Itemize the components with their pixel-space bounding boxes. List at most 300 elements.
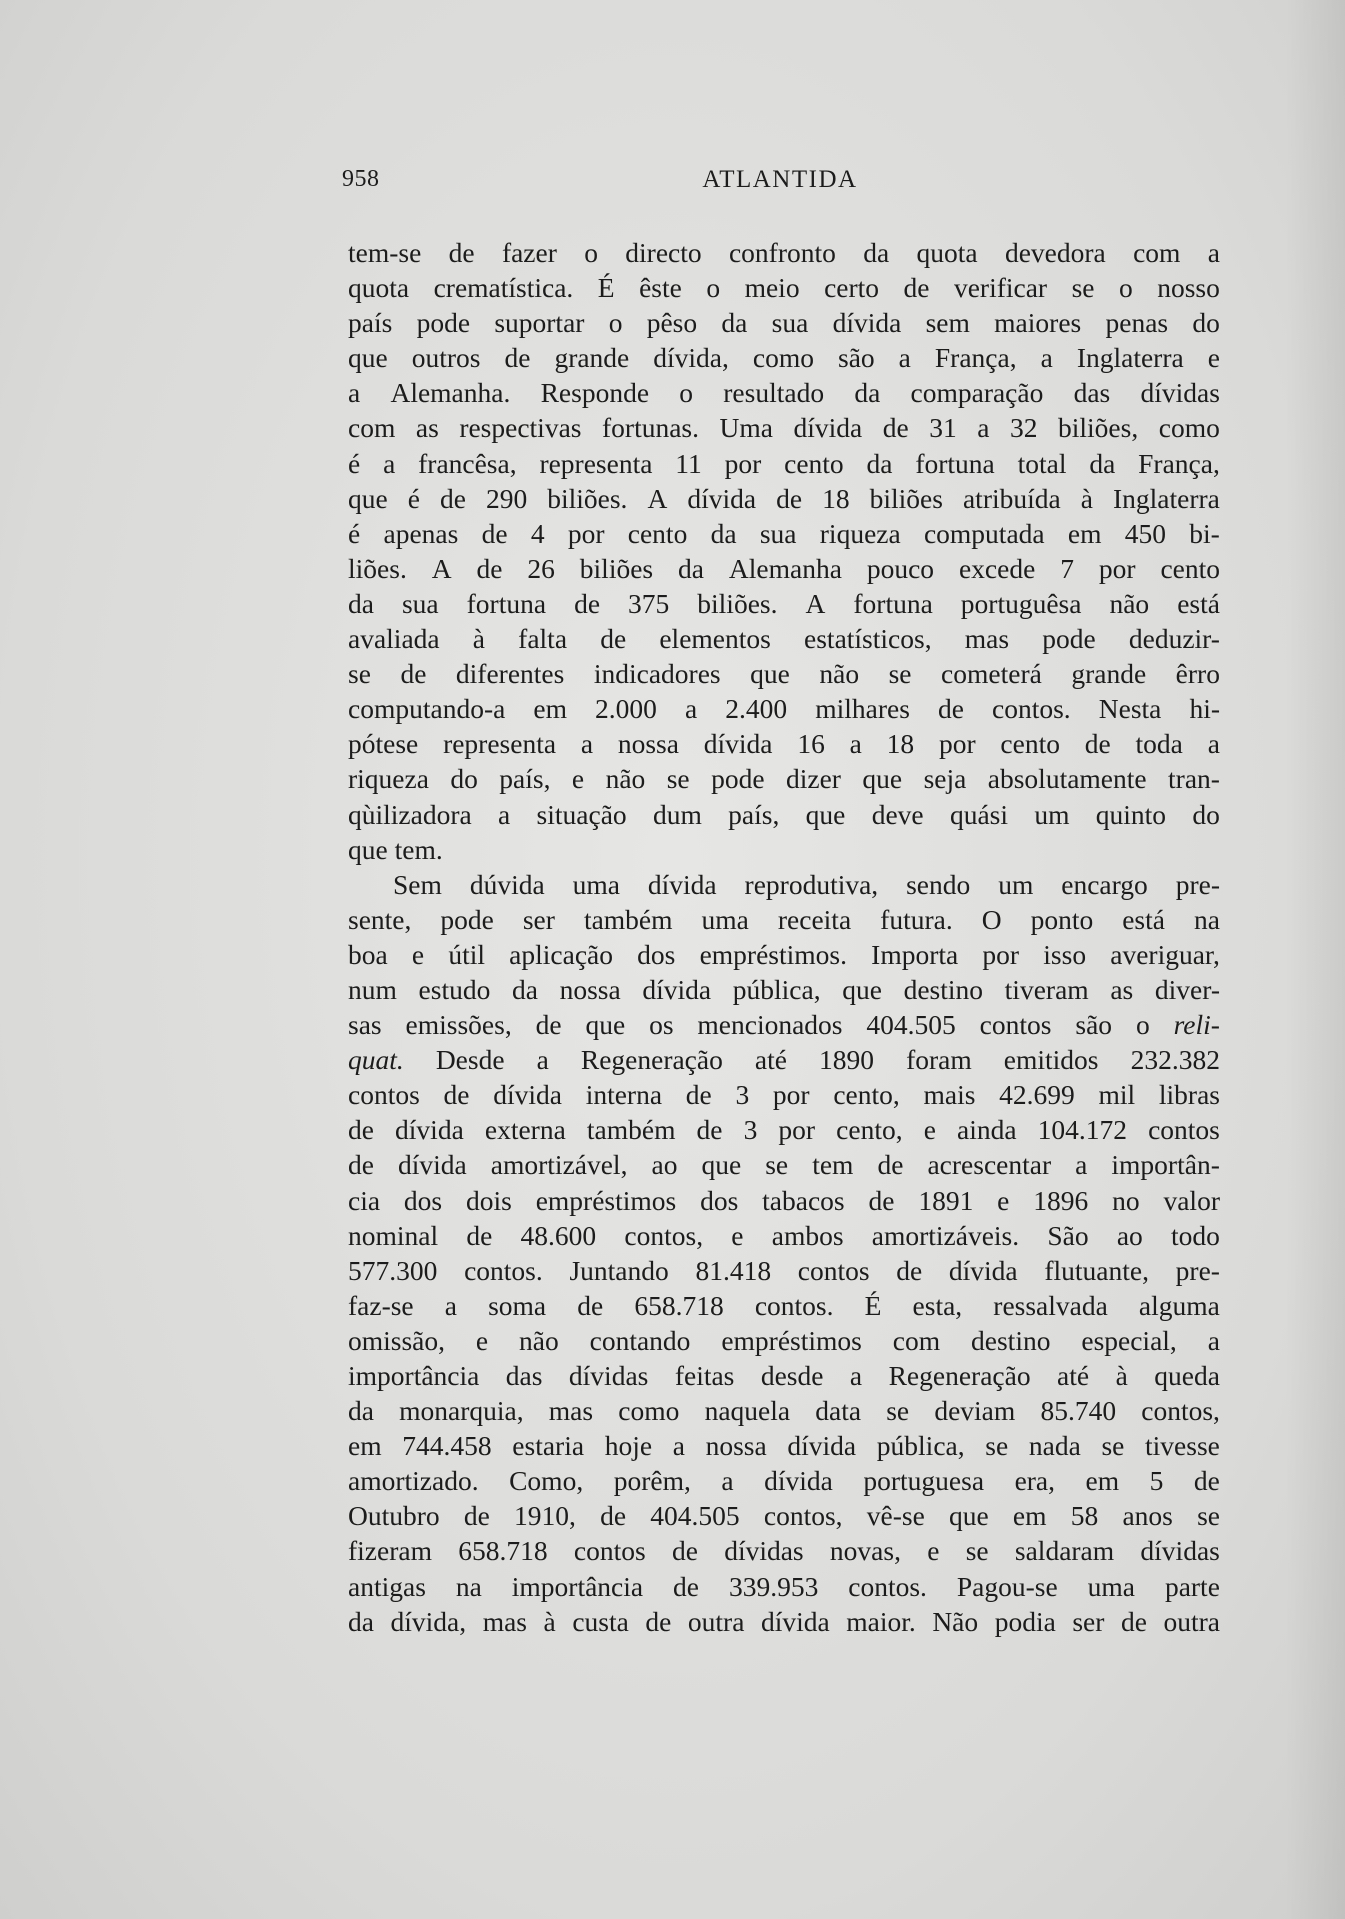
word: computando-a — [348, 693, 506, 725]
word: Nesta — [1098, 693, 1162, 725]
word: tiveram — [1004, 973, 1089, 1005]
word: que — [348, 342, 388, 374]
text-line — [348, 1428, 1220, 1463]
word: diver- — [1154, 973, 1220, 1005]
word: Alemanha. — [390, 377, 511, 409]
word: suportar — [494, 307, 585, 339]
word: 1896 — [1033, 1184, 1089, 1216]
word: se — [348, 658, 371, 690]
word: importância — [511, 1570, 644, 1602]
word: Responde — [540, 377, 650, 409]
word: emitidos — [1003, 1044, 1099, 1076]
word: que — [750, 658, 790, 690]
word: cento — [627, 517, 688, 549]
word: dos — [403, 1184, 443, 1216]
word: dois — [465, 1184, 512, 1216]
word: 658.718 — [458, 1535, 548, 1567]
word: um — [1034, 798, 1070, 830]
word: encargo — [1061, 868, 1148, 900]
word: de — [937, 693, 964, 725]
word: de — [1120, 1605, 1147, 1637]
word: e — [571, 763, 585, 795]
word: de — [476, 552, 503, 584]
word: se — [985, 1430, 1009, 1462]
word: de — [671, 1535, 698, 1567]
word: cento — [1000, 728, 1060, 760]
word: contos. — [464, 1254, 543, 1286]
word: de — [882, 412, 909, 444]
word: não — [1109, 587, 1150, 619]
word: a — [1207, 1324, 1220, 1356]
word: directo — [625, 237, 702, 268]
word: crematística. — [433, 272, 574, 304]
word: de — [673, 1570, 699, 1602]
text-line — [348, 481, 1220, 516]
word: apenas — [383, 517, 459, 549]
word: que — [348, 833, 395, 865]
word: amortizado. — [348, 1465, 479, 1497]
word: interna — [585, 1079, 663, 1111]
word: e — [997, 1184, 1010, 1216]
word: estaria — [512, 1430, 585, 1462]
word: saldaram — [1014, 1535, 1115, 1567]
word: êrro — [1175, 658, 1220, 690]
word: nossa — [559, 973, 621, 1005]
word: Outubro — [348, 1500, 440, 1532]
word: empréstimos — [535, 1184, 677, 1216]
word: contos — [797, 1254, 870, 1286]
word: o — [1118, 272, 1133, 304]
text-line — [348, 1463, 1220, 1498]
word: por — [567, 517, 605, 549]
word: até — [754, 1044, 787, 1076]
word: ser — [522, 903, 555, 935]
word: milhares — [815, 693, 910, 725]
word: em — [1067, 517, 1102, 549]
word: 658.718 — [634, 1289, 724, 1321]
text-line — [348, 1569, 1220, 1604]
word: a — [721, 1465, 734, 1497]
word: biliões — [869, 482, 943, 514]
word: os — [649, 1009, 674, 1041]
text-line — [348, 832, 1220, 867]
word: em — [1085, 1465, 1120, 1497]
word: dum — [652, 798, 702, 830]
word: à — [472, 623, 485, 655]
word: alguma — [1138, 1289, 1220, 1321]
word: dívida — [395, 1114, 464, 1146]
word: 26 — [527, 552, 555, 584]
word: esta, — [912, 1289, 963, 1321]
word: país — [348, 307, 393, 339]
word: podia — [994, 1605, 1056, 1637]
word: se — [666, 763, 690, 795]
word: de — [696, 1114, 723, 1146]
word: da — [854, 377, 881, 409]
word: país, — [499, 763, 551, 795]
word: dívida — [642, 973, 712, 1005]
word: ao — [651, 1149, 678, 1181]
word: da — [511, 973, 538, 1005]
text-line — [348, 1288, 1220, 1323]
word: 404.505 — [650, 1500, 740, 1532]
word: dívida — [787, 1430, 857, 1462]
word: fortuna — [853, 587, 933, 619]
word: dos — [700, 1184, 739, 1216]
word: flutuante, — [1044, 1254, 1149, 1286]
word: a — [536, 1044, 549, 1076]
word: de — [443, 1079, 470, 1111]
text-line — [348, 1253, 1220, 1288]
word: dívida — [398, 1149, 467, 1181]
word: acrescentar — [927, 1149, 1052, 1181]
word: mil — [1098, 1079, 1136, 1111]
word: pode — [416, 307, 471, 339]
word: destino — [971, 1324, 1051, 1356]
word: à — [543, 1605, 556, 1637]
word: deviam — [934, 1395, 1016, 1427]
word: contos — [573, 1535, 646, 1567]
word: um — [998, 868, 1034, 900]
word: 18 — [886, 728, 915, 760]
word: pode — [440, 903, 494, 935]
word: queda — [1154, 1360, 1220, 1391]
word: representa — [539, 447, 653, 479]
text-line — [348, 797, 1220, 832]
word: respectivas — [459, 412, 582, 444]
word: da — [348, 1395, 374, 1427]
word: reli- — [1173, 1009, 1220, 1041]
word: biliões, — [1058, 412, 1139, 444]
word: O — [981, 903, 1002, 935]
word: ambos — [771, 1219, 844, 1251]
word: contando — [589, 1324, 691, 1356]
word: confronto — [728, 237, 836, 268]
word: total — [1017, 447, 1067, 479]
word: 7 — [1060, 552, 1074, 584]
word: França, — [1138, 447, 1220, 479]
text-line — [348, 1604, 1220, 1639]
word: não — [605, 763, 646, 795]
word: da — [863, 237, 890, 268]
text-line — [348, 1358, 1220, 1393]
word: a — [1207, 237, 1220, 268]
word: deduzir- — [1128, 623, 1220, 655]
word: mais — [923, 1079, 976, 1111]
word: de — [466, 1219, 493, 1251]
word: pode — [1042, 623, 1096, 655]
word: à — [1115, 1360, 1128, 1391]
word: 232.382 — [1130, 1044, 1220, 1076]
word: ainda — [956, 1114, 1017, 1146]
word: 31 — [929, 412, 957, 444]
word: se — [1101, 1430, 1125, 1462]
word: contos, — [763, 1500, 843, 1532]
word: que — [842, 973, 882, 1005]
word: tivesse — [1145, 1430, 1220, 1462]
word: biliões. — [547, 482, 628, 514]
word: 290 — [485, 482, 528, 514]
word: de — [535, 1009, 562, 1041]
word: dívida — [793, 412, 863, 444]
word: liões. — [348, 552, 407, 584]
word: representa — [443, 728, 557, 760]
word: francêsa, — [418, 447, 517, 479]
word: útil — [448, 938, 485, 970]
word: que — [862, 763, 903, 795]
word: antigas — [348, 1570, 426, 1602]
word: por — [1098, 552, 1136, 584]
word: libras — [1158, 1079, 1220, 1111]
text-line — [348, 1533, 1220, 1568]
word: outra — [687, 1605, 745, 1637]
word: quota — [916, 237, 978, 268]
word: avaliada — [348, 623, 440, 655]
word: 81.418 — [695, 1254, 772, 1286]
word: 339.953 — [728, 1570, 819, 1602]
word: São — [1047, 1219, 1089, 1251]
text-line — [348, 691, 1220, 726]
word: de — [439, 482, 466, 514]
word: de — [577, 1289, 604, 1321]
word: são — [838, 342, 875, 374]
running-head — [340, 160, 1220, 200]
word: data — [815, 1395, 862, 1427]
word: valor — [1163, 1184, 1220, 1216]
word: fortuna — [466, 587, 547, 619]
word: sendo — [906, 868, 971, 900]
word: outra — [1163, 1605, 1220, 1637]
word: como — [752, 342, 814, 374]
word: cento — [784, 447, 844, 479]
word: a — [1207, 728, 1220, 760]
word: a — [498, 798, 511, 830]
word: dívida — [764, 1465, 833, 1497]
word: monarquia, — [399, 1395, 524, 1427]
word: de — [868, 1184, 895, 1216]
word: tabacos — [762, 1184, 845, 1216]
word: grande — [554, 342, 630, 374]
word: maiores — [994, 307, 1082, 339]
word: como — [1158, 412, 1220, 444]
word: dívida — [832, 307, 902, 339]
word: de — [1193, 1465, 1220, 1497]
word: de — [504, 342, 531, 374]
word: a — [348, 377, 361, 409]
word: num — [348, 973, 397, 1005]
word: hoje — [604, 1430, 653, 1462]
word: e — [923, 1114, 936, 1146]
word: 48.600 — [520, 1219, 597, 1251]
word: devedora — [1004, 237, 1106, 268]
word: emissões, — [405, 1009, 512, 1041]
word: com — [348, 412, 396, 444]
word: tem. — [394, 833, 443, 865]
word: porêm, — [613, 1465, 691, 1497]
word: contos — [348, 1079, 420, 1111]
word: tem-se — [348, 237, 422, 268]
word: 1891 — [918, 1184, 974, 1216]
word: ponto — [1030, 903, 1094, 935]
word: de — [574, 587, 601, 619]
text-line — [348, 761, 1220, 796]
word: anos — [1122, 1500, 1173, 1532]
word: Inglaterra — [1112, 482, 1220, 514]
word: são — [1075, 1009, 1113, 1041]
word: em — [1012, 1500, 1047, 1532]
word: por — [724, 447, 762, 479]
word: futura. — [880, 903, 953, 935]
word: em — [348, 1430, 382, 1462]
word: certo — [824, 272, 880, 304]
word: e — [731, 1219, 744, 1251]
word: situação — [536, 798, 627, 830]
word: as — [1110, 973, 1134, 1005]
word: 5 — [1149, 1465, 1164, 1497]
word: de — [348, 1149, 374, 1181]
word: ressalvada — [993, 1289, 1108, 1321]
word: receita — [777, 903, 852, 935]
word: que — [949, 1500, 989, 1532]
word: amortizável, — [490, 1149, 628, 1181]
word: riqueza — [348, 763, 429, 795]
word: 11 — [675, 447, 702, 479]
word: pêso — [646, 307, 698, 339]
word: uma — [1087, 1570, 1135, 1602]
word: quinto — [1095, 798, 1167, 830]
word: ao — [1116, 1219, 1143, 1251]
word: falta — [518, 623, 568, 655]
text-line — [348, 867, 1220, 902]
word: contos — [1148, 1114, 1220, 1146]
word: fortuna — [915, 447, 995, 479]
text-line — [348, 1393, 1220, 1428]
word: resultado — [723, 377, 825, 409]
word: na — [455, 1570, 482, 1602]
word: outros — [411, 342, 481, 374]
word: A — [431, 552, 452, 584]
word: 104.172 — [1037, 1114, 1127, 1146]
word: de — [600, 1500, 627, 1532]
text-line — [348, 972, 1220, 1007]
word: reprodutiva, — [744, 868, 879, 900]
word: 58 — [1070, 1500, 1099, 1532]
word: dizer — [786, 763, 841, 795]
word: dívida — [493, 1079, 562, 1111]
word: meio — [744, 272, 800, 304]
word: a — [684, 693, 698, 725]
word: que — [701, 1149, 742, 1181]
word: das — [505, 1360, 543, 1391]
word: vê-se — [866, 1500, 925, 1532]
word: dívida — [647, 868, 717, 900]
word: Alemanha — [728, 552, 842, 584]
word: 18 — [822, 482, 850, 514]
word: 3 — [743, 1114, 758, 1146]
word: por — [982, 938, 1020, 970]
word: de — [645, 1605, 672, 1637]
word: sua — [759, 517, 797, 549]
word: contos. — [992, 693, 1071, 725]
word: excede — [958, 552, 1036, 584]
word: da — [678, 552, 705, 584]
word: país, — [728, 798, 780, 830]
word: omissão, — [348, 1324, 446, 1356]
word: foram — [906, 1044, 972, 1076]
word: a — [898, 342, 911, 374]
word: absolutamente — [987, 763, 1147, 795]
word: de — [1084, 728, 1111, 760]
word: todo — [1171, 1219, 1220, 1251]
journal-title: ATLANTIDA — [702, 166, 858, 193]
word: sas — [348, 1009, 382, 1041]
word: nossa — [617, 728, 679, 760]
word: de — [348, 1114, 374, 1146]
word: portuguêsa — [960, 587, 1082, 619]
word: não — [519, 1324, 559, 1356]
word: a — [849, 728, 862, 760]
text-line — [348, 902, 1220, 937]
word: sente, — [348, 903, 412, 935]
word: a — [444, 1289, 457, 1321]
word: do — [450, 763, 478, 795]
word: fortunas. — [602, 412, 699, 444]
word: mas — [964, 623, 1010, 655]
text-line — [348, 1112, 1220, 1147]
word: mencionados — [697, 1009, 843, 1041]
word: fizeram — [348, 1535, 432, 1567]
word: é — [348, 517, 361, 549]
word: está — [1177, 587, 1220, 619]
text-line — [348, 410, 1220, 445]
word: cia — [348, 1184, 381, 1216]
word: 2.000 — [595, 693, 657, 725]
word: estatísticos, — [804, 623, 932, 655]
word: Inglaterra — [1076, 342, 1184, 374]
text-line — [348, 1498, 1220, 1533]
word: da — [348, 587, 374, 619]
word: grande — [1071, 658, 1147, 690]
word: de — [776, 482, 803, 514]
word: à — [1080, 482, 1093, 514]
word: que — [348, 482, 388, 514]
text-line — [348, 446, 1220, 481]
text-line — [348, 656, 1220, 691]
word: Uma — [719, 412, 773, 444]
word: das — [1073, 377, 1111, 409]
word: dívidas — [724, 1535, 804, 1567]
word: Sem — [393, 868, 442, 900]
word: desde — [760, 1360, 824, 1391]
word: biliões — [579, 552, 654, 584]
word: estudo — [418, 973, 491, 1005]
word: as — [415, 412, 439, 444]
word: averiguar, — [1110, 938, 1220, 970]
word: e — [411, 938, 425, 970]
word: êste — [639, 272, 682, 304]
word: 404.505 — [866, 1009, 956, 1041]
word: 42.699 — [999, 1079, 1075, 1111]
word: mas — [548, 1395, 594, 1427]
text-line — [348, 1042, 1220, 1077]
word: 16 — [797, 728, 825, 760]
word: amortizáveis. — [871, 1219, 1020, 1251]
word: como — [618, 1395, 680, 1427]
word: a — [580, 728, 594, 760]
word: da — [721, 307, 748, 339]
word: sem — [925, 307, 970, 339]
word: pre- — [1175, 1254, 1220, 1286]
